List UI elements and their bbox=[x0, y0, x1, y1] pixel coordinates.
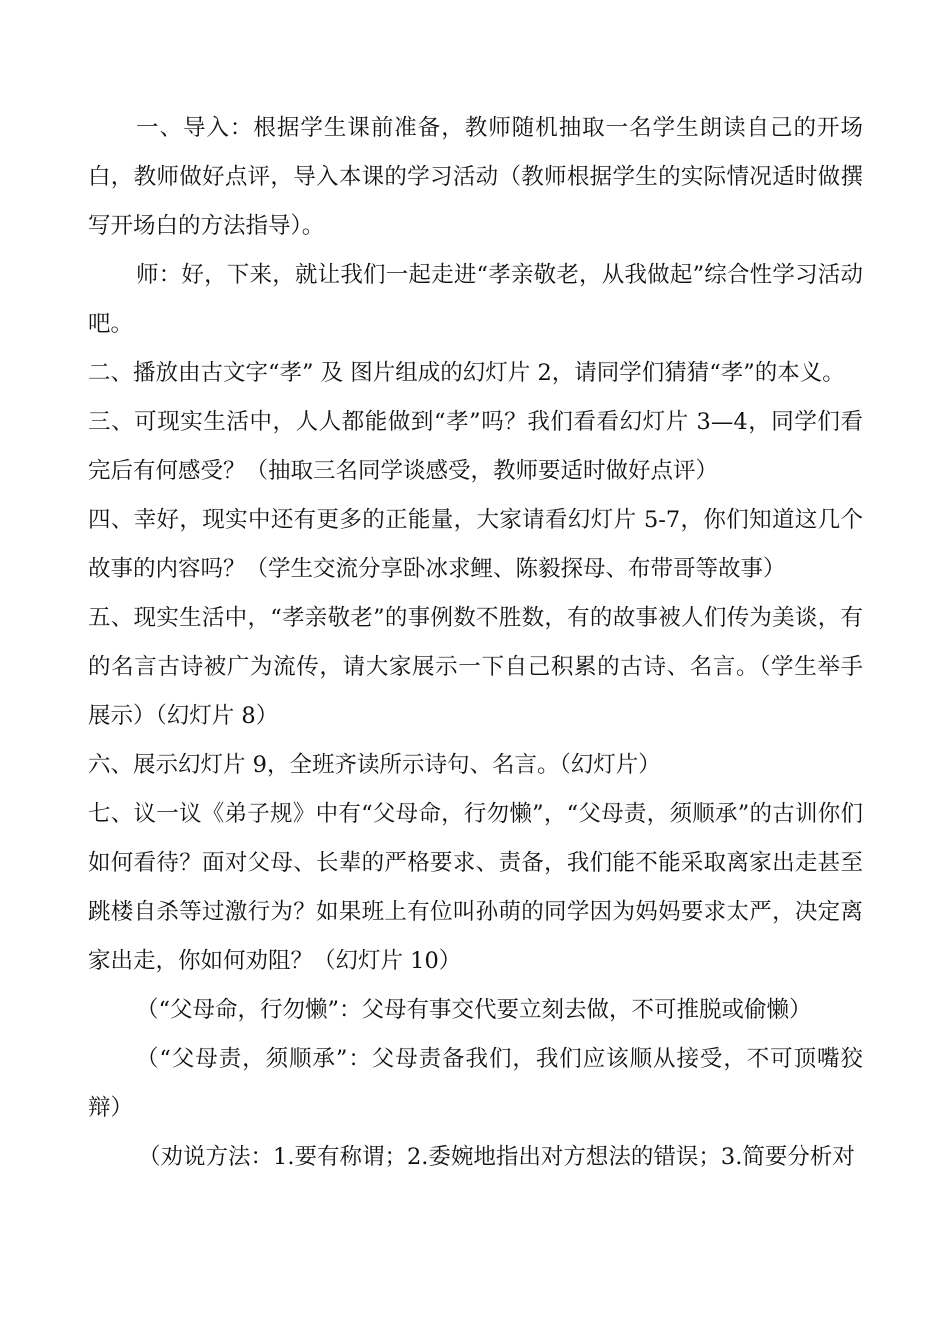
paragraph-persuasion-methods: （劝说方法：1.要有称谓；2.委婉地指出对方想法的错误；3.简要分析对 bbox=[138, 1144, 855, 1170]
paragraph-step-3: 三、可现实生活中，人人都能做到“孝”吗？我们看看幻灯片 3—4，同学们看完后有何感受？（抽取三名同学谈感受，教师要适时做好点评） bbox=[88, 409, 863, 484]
paragraph-intro: 一、导入：根据学生课前准备，教师随机抽取一名学生朗读自己的开场白，教师做好点评，导入本课的学习活动（教师根据学生的实际情况适时做撰写开场白的方法指导）。 bbox=[88, 115, 863, 239]
paragraph-step-2: 二、播放由古文字“孝” 及 图片组成的幻灯片 2，请同学们猜猜“孝”的本义。 bbox=[88, 360, 845, 386]
paragraph-step-6: 六、展示幻灯片 9，全班齐读所示诗句、名言。（幻灯片） bbox=[88, 752, 661, 778]
document-body bbox=[88, 104, 863, 1182]
paragraph-step-5: 五、现实生活中，“孝亲敬老”的事例数不胜数，有的故事被人们传为美谈，有的名言古诗被广为流传，请大家展示一下自己积累的古诗、名言。（学生举手展示）（幻灯片 8） bbox=[88, 605, 863, 729]
paragraph-teacher-transition: 师：好，下来，就让我们一起走进“孝亲敬老，从我做起”综合性学习活动吧。 bbox=[88, 262, 863, 337]
paragraph-note-fumu-ming: （“父母命，行勿懒”：父母有事交代要立刻去做，不可推脱或偷懒） bbox=[136, 997, 812, 1023]
paragraph-step-4: 四、幸好，现实中还有更多的正能量，大家请看幻灯片 5-7，你们知道这几个故事的内容吗？（学生交流分享卧冰求鲤、陈毅探母、布带哥等故事） bbox=[88, 507, 863, 582]
paragraph-step-7: 七、议一议《弟子规》中有“父母命，行勿懒”，“父母责，须顺承”的古训你们如何看待？面对父母、长辈的严格要求、责备，我们能不能采取离家出走甚至跳楼自杀等过激行为？如果班上有位叫孙萌的同学因为妈妈要求太严，决定离家出走，你如何劝阻？（幻灯片 10） bbox=[88, 801, 863, 974]
paragraph-note-fumu-ze: （“父母责，须顺承”：父母责备我们，我们应该顺从接受，不可顶嘴狡辩） bbox=[88, 1046, 863, 1121]
